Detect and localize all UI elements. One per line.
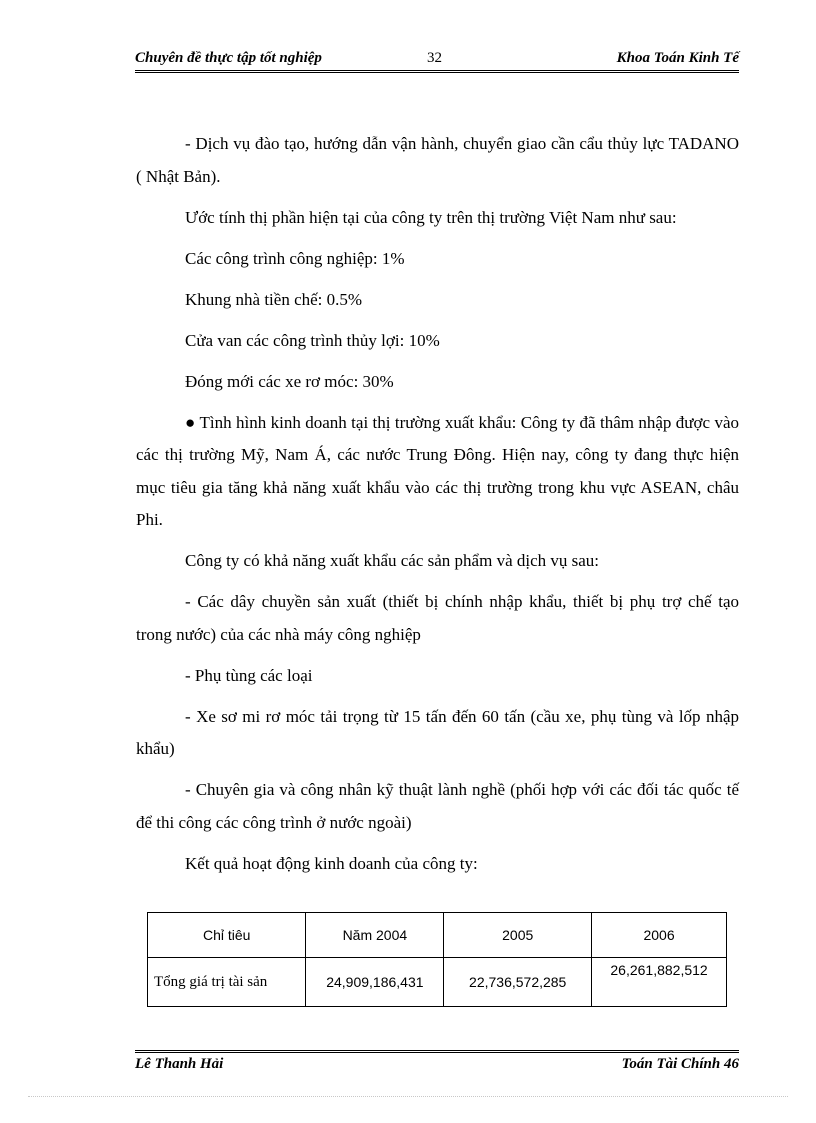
- page-edge-divider: [28, 1096, 788, 1097]
- header-faculty: Khoa Toán Kinh Tế: [616, 50, 739, 66]
- table-cell-value: 24,909,186,431: [306, 958, 444, 1007]
- export-item-production-lines: - Các dây chuyền sản xuất (thiết bị chính nhập khẩu, thiết bị phụ trợ chế tạo trong nước) của các nhà máy công nghiệp: [136, 592, 739, 644]
- paragraph-market-share-intro: Ước tính thị phần hiện tại của công ty trên thị trường Việt Nam như sau:: [185, 207, 677, 227]
- table-header-cell: Năm 2004: [306, 913, 444, 958]
- market-share-prefab-frame: Khung nhà tiền chế: 0.5%: [185, 289, 363, 309]
- table-header-cell: 2006: [592, 913, 727, 958]
- paragraph-export-capability: Công ty có khả năng xuất khẩu các sản phẩm và dịch vụ sau:: [185, 551, 600, 570]
- paragraph-tadano-service: - Dịch vụ đào tạo, hướng dẫn vận hành, chuyển giao cần cẩu thủy lực TADANO ( Nhật Bản).: [136, 134, 739, 186]
- table-cell-value: 26,261,882,512: [592, 958, 727, 1007]
- header-page-number: 32: [427, 50, 442, 66]
- footer-author: Lê Thanh Hải: [135, 1056, 224, 1072]
- paragraph-export-market: ● Tình hình kinh doanh tại thị trường xuất khẩu: Công ty đã thâm nhập được vào các thị trường Mỹ, Nam Á, các nước Trung Đông. Hiện nay, công ty đang thực hiện mục tiêu gia tăng khả năng xuất khẩu vào các thị trường trong khu vực ASEAN, châu Phi.: [136, 412, 739, 529]
- paragraph-business-results-intro: Kết quả hoạt động kinh doanh của công ty:: [185, 853, 478, 873]
- table-header-cell: 2005: [444, 913, 592, 958]
- market-share-industrial: Các công trình công nghiệp: 1%: [185, 248, 405, 268]
- business-results-table: [147, 912, 727, 1007]
- export-item-experts: - Chuyên gia và công nhân kỹ thuật lành nghề (phối hợp với các đối tác quốc tế để thi công các công trình ở nước ngoài): [136, 780, 739, 832]
- market-share-trailers: Đóng mới các xe rơ móc: 30%: [185, 371, 394, 391]
- market-share-irrigation-gates: Cửa van các công trình thủy lợi: 10%: [185, 330, 440, 350]
- export-item-spare-parts: - Phụ tùng các loại: [185, 665, 313, 685]
- page-body: [136, 128, 739, 889]
- page-header: [135, 47, 739, 71]
- header-document-title: Chuyên đề thực tập tốt nghiệp: [135, 50, 322, 66]
- footer-class: Toán Tài Chính 46: [621, 1056, 739, 1072]
- table-row: [148, 958, 727, 1007]
- header-rule: [135, 70, 739, 73]
- table-header-row: [148, 913, 727, 958]
- page-footer: [135, 1056, 739, 1078]
- table-header-cell: Chỉ tiêu: [148, 913, 306, 958]
- export-item-semi-trailers: - Xe sơ mi rơ móc tải trọng từ 15 tấn đến 60 tấn (cầu xe, phụ tùng và lốp nhập khẩu): [136, 706, 739, 758]
- table-cell-indicator: Tổng giá trị tài sản: [148, 958, 306, 1007]
- table-cell-value: 22,736,572,285: [444, 958, 592, 1007]
- footer-rule: [135, 1050, 739, 1053]
